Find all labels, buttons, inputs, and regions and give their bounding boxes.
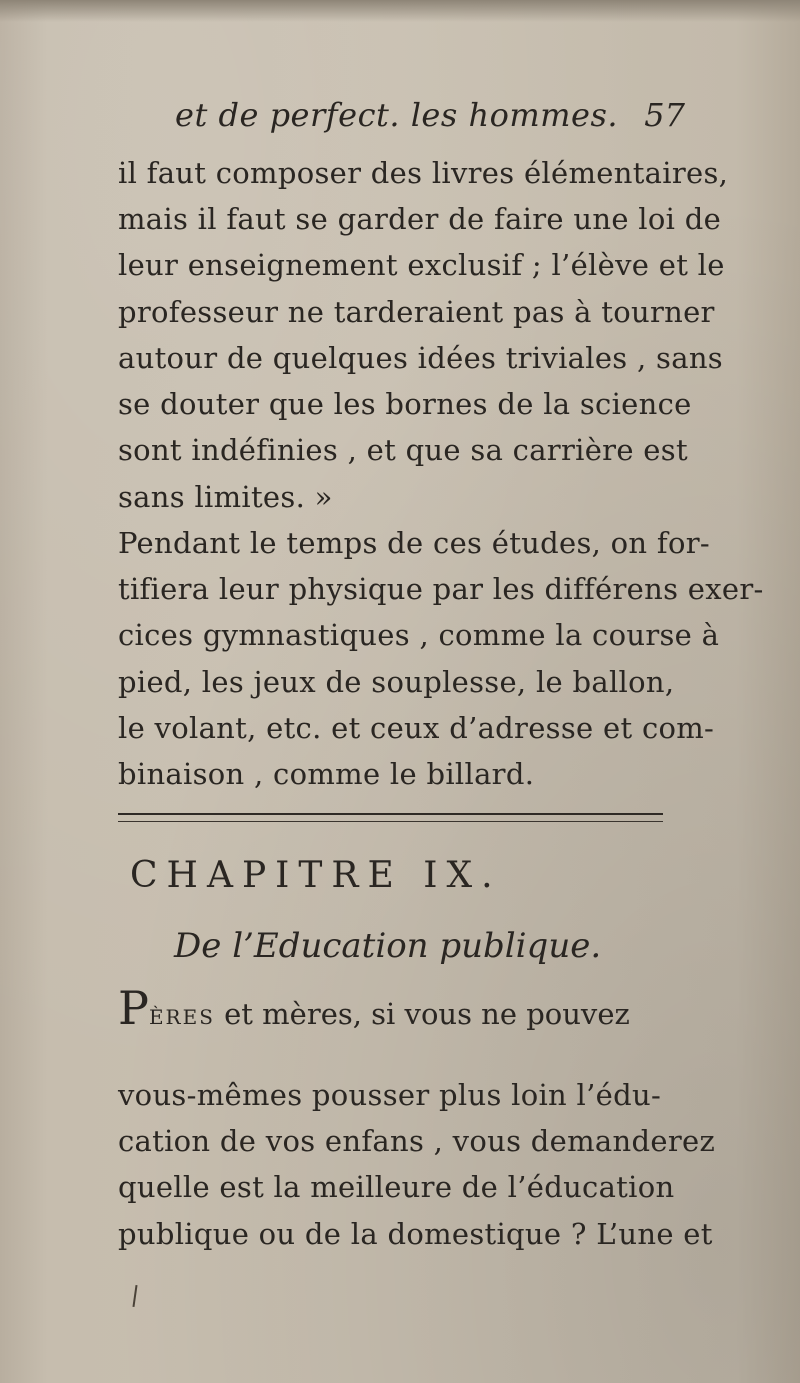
chapter-subtitle: De l’Education publique.: [174, 926, 602, 966]
text-line: Pendant le temps de ces études, on for-: [118, 526, 710, 560]
text-line: professeur ne tarderaient pas à tourner: [118, 295, 715, 329]
page-header: [175, 96, 685, 142]
paragraph-3-first-line: [118, 981, 630, 1035]
ink-speck: [132, 1285, 137, 1307]
text-line: publique ou de la domestique ? L’une et: [118, 1217, 713, 1251]
text-line: leur enseignement exclusif ; l’élève et le: [118, 248, 725, 282]
chapter-rule: [118, 813, 663, 822]
text-line: tifiera leur physique par les différens exer-: [118, 572, 764, 606]
text-line: mais il faut se garder de faire une loi de: [118, 202, 722, 236]
page-number: 57: [644, 96, 685, 134]
text-line: le volant, etc. et ceux d’adresse et com-: [118, 711, 715, 745]
text-line: cices gymnastiques , comme la course à: [118, 618, 720, 652]
text-line: pied, les jeux de souplesse, le ballon,: [118, 665, 675, 699]
text-line: sont indéfinies , et que sa carrière est: [118, 433, 688, 467]
smallcaps-word: ères: [148, 997, 215, 1031]
running-head: et de perfect. les hommes.: [175, 96, 619, 134]
text-line: vous-mêmes pousser plus loin l’édu-: [118, 1078, 662, 1112]
text-line: il faut composer des livres élémentaires,: [118, 156, 729, 190]
text-line: binaison , comme le billard.: [118, 757, 535, 791]
text-line: sans limites. »: [118, 480, 333, 514]
text-line: se douter que les bornes de la science: [118, 387, 692, 421]
chapter-title: CHAPITRE IX.: [130, 855, 502, 896]
first-line-rest: et mères, si vous ne pouvez: [214, 997, 630, 1031]
text-line: cation de vos enfans , vous demanderez: [118, 1124, 716, 1158]
drop-cap: P: [118, 981, 149, 1035]
page-top-shadow: [0, 0, 800, 22]
text-line: autour de quelques idées triviales , sans: [118, 341, 723, 375]
text-line: quelle est la meilleure de l’éducation: [118, 1170, 675, 1204]
